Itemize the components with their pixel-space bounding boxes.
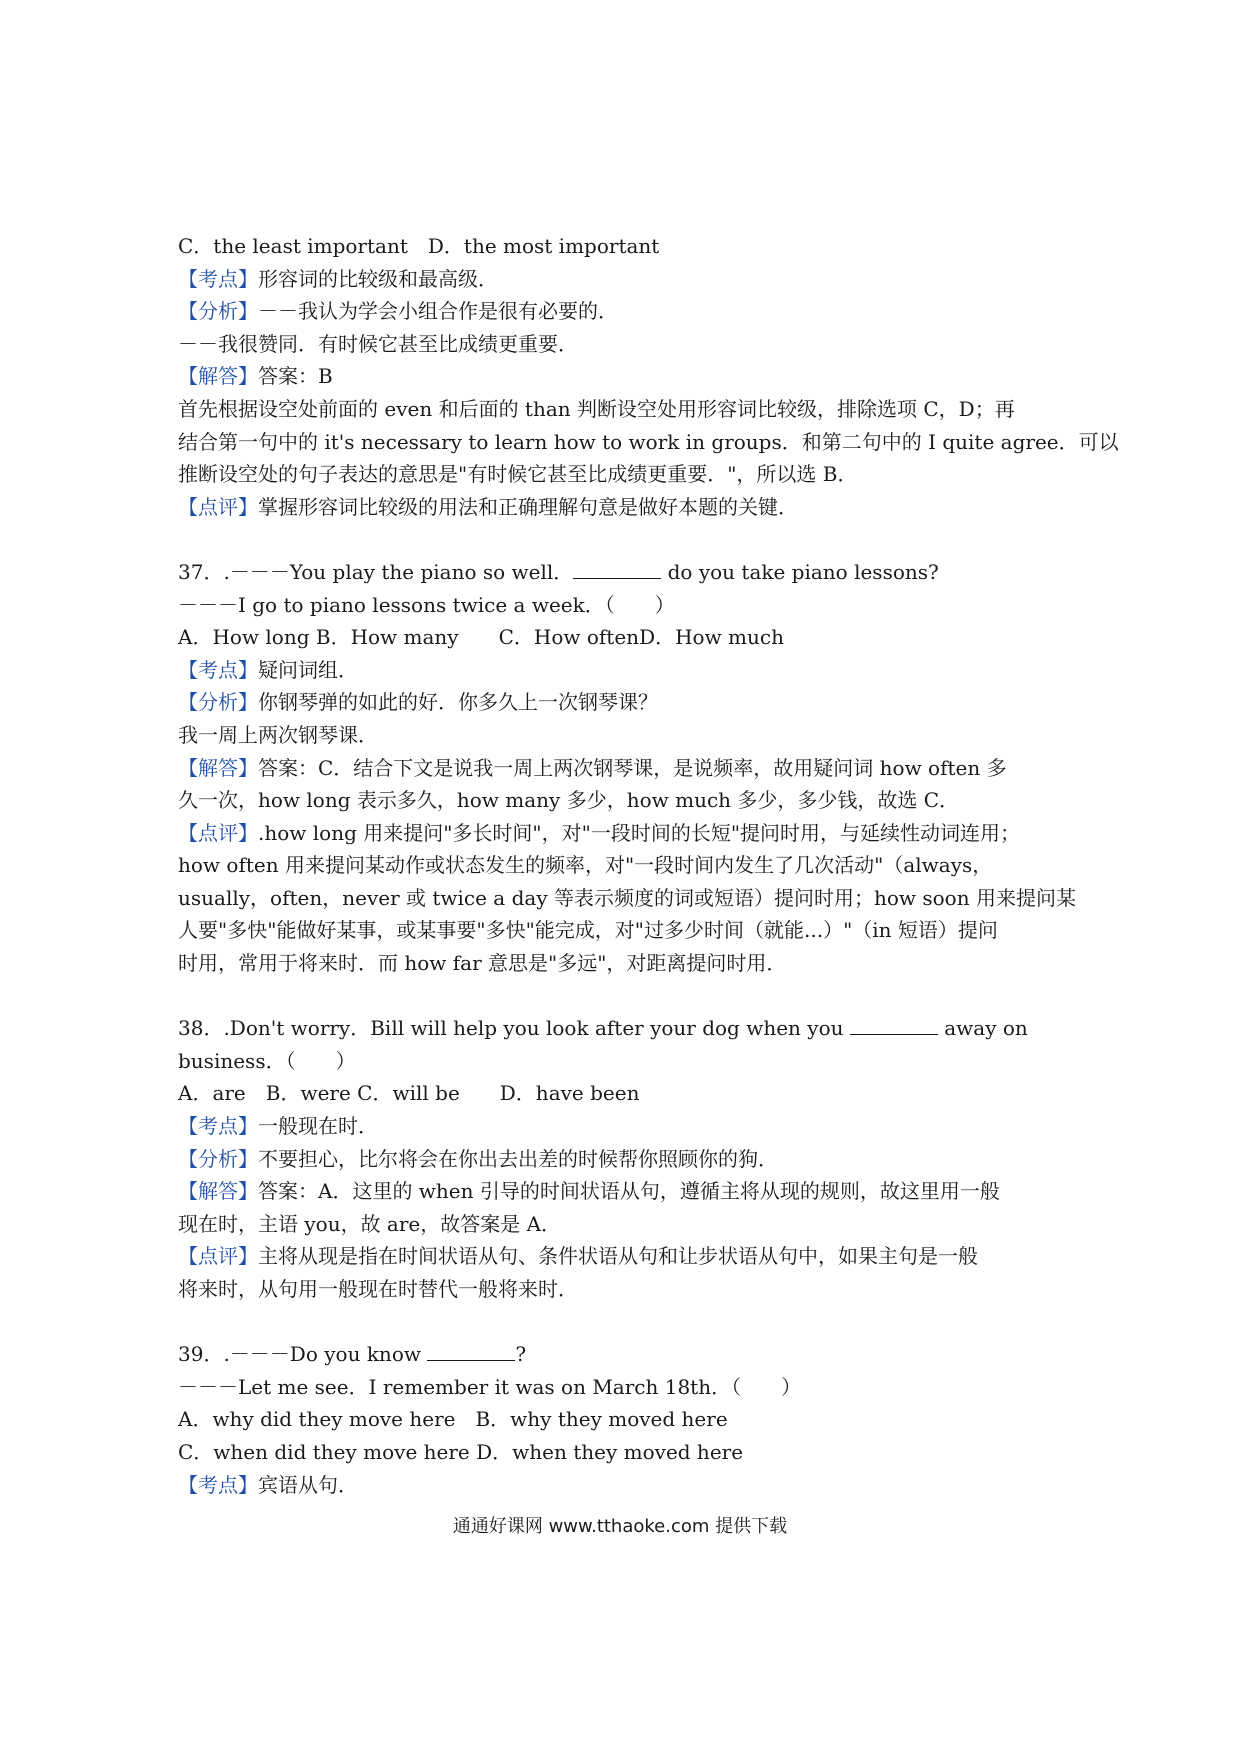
- text-line: [178, 686, 1078, 719]
- text-line: 推断设空处的句子表达的意思是"有时候它甚至比成绩更重要．"，所以选 B．: [178, 462, 858, 487]
- options-line: A．are B．were C．will be D．have been: [178, 1081, 640, 1106]
- text-line: 久一次，how long 表示多久，how many 多少，how much 多少，多少钱，故选 C．: [178, 788, 960, 813]
- question-text: 39．.－－－Do you know: [178, 1342, 428, 1367]
- answer-blank: [427, 1342, 515, 1361]
- section-text: 疑问词组．: [258, 657, 358, 682]
- section-text: 答案：C．结合下文是说我一周上两次钢琴课，是说频率，故用疑问词 how often 多: [258, 755, 1007, 780]
- text-line: －－－Let me see．I remember it was on March 18th．（ ）: [178, 1374, 802, 1399]
- answer-blank: [573, 560, 661, 579]
- spacer: [178, 1306, 1078, 1339]
- text-line: [178, 263, 1078, 296]
- question-text: away on: [937, 1016, 1028, 1041]
- text-line: [178, 1110, 1078, 1143]
- page-footer: 通通好课网 www.tthaoke.com 提供下载: [452, 1516, 788, 1537]
- text-line: [178, 295, 1078, 328]
- text-line: 将来时，从句用一般现在时替代一般将来时．: [178, 1277, 578, 1301]
- section-text: .how long 用来提问"多长时间"，对"一段时间的长短"提问时用，与延续性动词连用；: [258, 820, 1021, 845]
- text-line: [178, 1469, 1078, 1502]
- document-body: [178, 230, 1119, 1501]
- question-text: do you take piano lessons?: [661, 559, 939, 584]
- section-tag: 【点评】: [178, 1244, 258, 1269]
- options-line: A．How long B．How many C．How oftenD．How much: [178, 625, 784, 650]
- options-line: A．why did they move here B．why they moved here: [178, 1407, 728, 1432]
- section-tag: 【考点】: [178, 266, 258, 291]
- text-line: usually，often，never 或 twice a day 等表示频度的词或短语）提问时用；how soon 用来提问某: [178, 885, 1076, 910]
- text-line: [178, 1240, 1078, 1273]
- text-line: [178, 654, 1078, 687]
- text-line: 首先根据设空处前面的 even 和后面的 than 判断设空处用形容词比较级，排除选项 C，D；再: [178, 396, 1015, 421]
- question-text: 37．.－－－You play the piano so well．: [178, 559, 574, 584]
- section-tag: 【考点】: [178, 657, 258, 682]
- section-tag: 【点评】: [178, 494, 258, 519]
- section-text: 掌握形容词比较级的用法和正确理解句意是做好本题的关键．: [258, 494, 798, 519]
- section-tag: 【分析】: [178, 1146, 258, 1171]
- section-tag: 【解答】: [178, 755, 258, 780]
- section-text: 不要担心，比尔将会在你出去出差的时候帮你照顾你的狗．: [258, 1146, 778, 1171]
- text-line: 我一周上两次钢琴课．: [178, 722, 378, 747]
- section-text: 你钢琴弹的如此的好．你多久上一次钢琴课？: [258, 690, 658, 715]
- section-tag: 【分析】: [178, 299, 258, 324]
- section-text: －－我认为学会小组合作是很有必要的．: [258, 299, 618, 324]
- question-37-stem: [178, 556, 1078, 589]
- text-line: [178, 1175, 1078, 1208]
- section-text: 形容词的比较级和最高级．: [258, 266, 498, 291]
- text-line: 现在时，主语 you，故 are，故答案是 A．: [178, 1211, 562, 1236]
- text-line: 时用，常用于将来时．而 how far 意思是"多远"，对距离提问时用．: [178, 951, 787, 976]
- spacer: [178, 523, 1078, 556]
- question-text: 38．.Don't worry．Bill will help you look after your dog when you: [178, 1016, 850, 1041]
- section-text: 答案：B: [258, 364, 333, 389]
- question-38-stem: [178, 1012, 1078, 1045]
- section-text: 答案：A．这里的 when 引导的时间状语从句，遵循主将从现的规则，故这里用一般: [258, 1179, 1000, 1204]
- question-text: ?: [515, 1342, 527, 1367]
- section-text: 宾语从句．: [258, 1472, 358, 1497]
- text-line: C．the least important D．the most important: [178, 234, 660, 258]
- text-line: [178, 752, 1078, 785]
- text-line: 结合第一句中的 it's necessary to learn how to work in groups．和第二句中的 I quite agree．可以: [178, 429, 1119, 454]
- options-line: C．when did they move here D．when they moved here: [178, 1439, 744, 1464]
- section-tag: 【考点】: [178, 1114, 258, 1139]
- text-line: 人要"多快"能做好某事，或某事要"多快"能完成，对"过多少时间（就能...）"（in 短语）提问: [178, 918, 998, 943]
- text-line: business．（ ）: [178, 1048, 356, 1073]
- section-tag: 【考点】: [178, 1472, 258, 1497]
- text-line: [178, 491, 1078, 524]
- section-tag: 【解答】: [178, 1179, 258, 1204]
- text-line: [178, 817, 1078, 850]
- text-line: [178, 1143, 1078, 1176]
- answer-blank: [850, 1016, 938, 1035]
- question-39-stem: [178, 1338, 1078, 1371]
- spacer: [178, 980, 1078, 1013]
- text-line: －－我很赞同．有时候它甚至比成绩更重要．: [178, 331, 578, 356]
- section-tag: 【分析】: [178, 690, 258, 715]
- text-line: [178, 360, 1078, 393]
- text-line: how often 用来提问某动作或状态发生的频率，对"一段时间内发生了几次活动"（always，: [178, 853, 993, 878]
- section-text: 主将从现是指在时间状语从句、条件状语从句和让步状语从句中，如果主句是一般: [258, 1244, 978, 1269]
- section-tag: 【点评】: [178, 820, 258, 845]
- text-line: －－－I go to piano lessons twice a week．（ ）: [178, 592, 675, 617]
- section-tag: 【解答】: [178, 364, 258, 389]
- section-text: 一般现在时．: [258, 1114, 378, 1139]
